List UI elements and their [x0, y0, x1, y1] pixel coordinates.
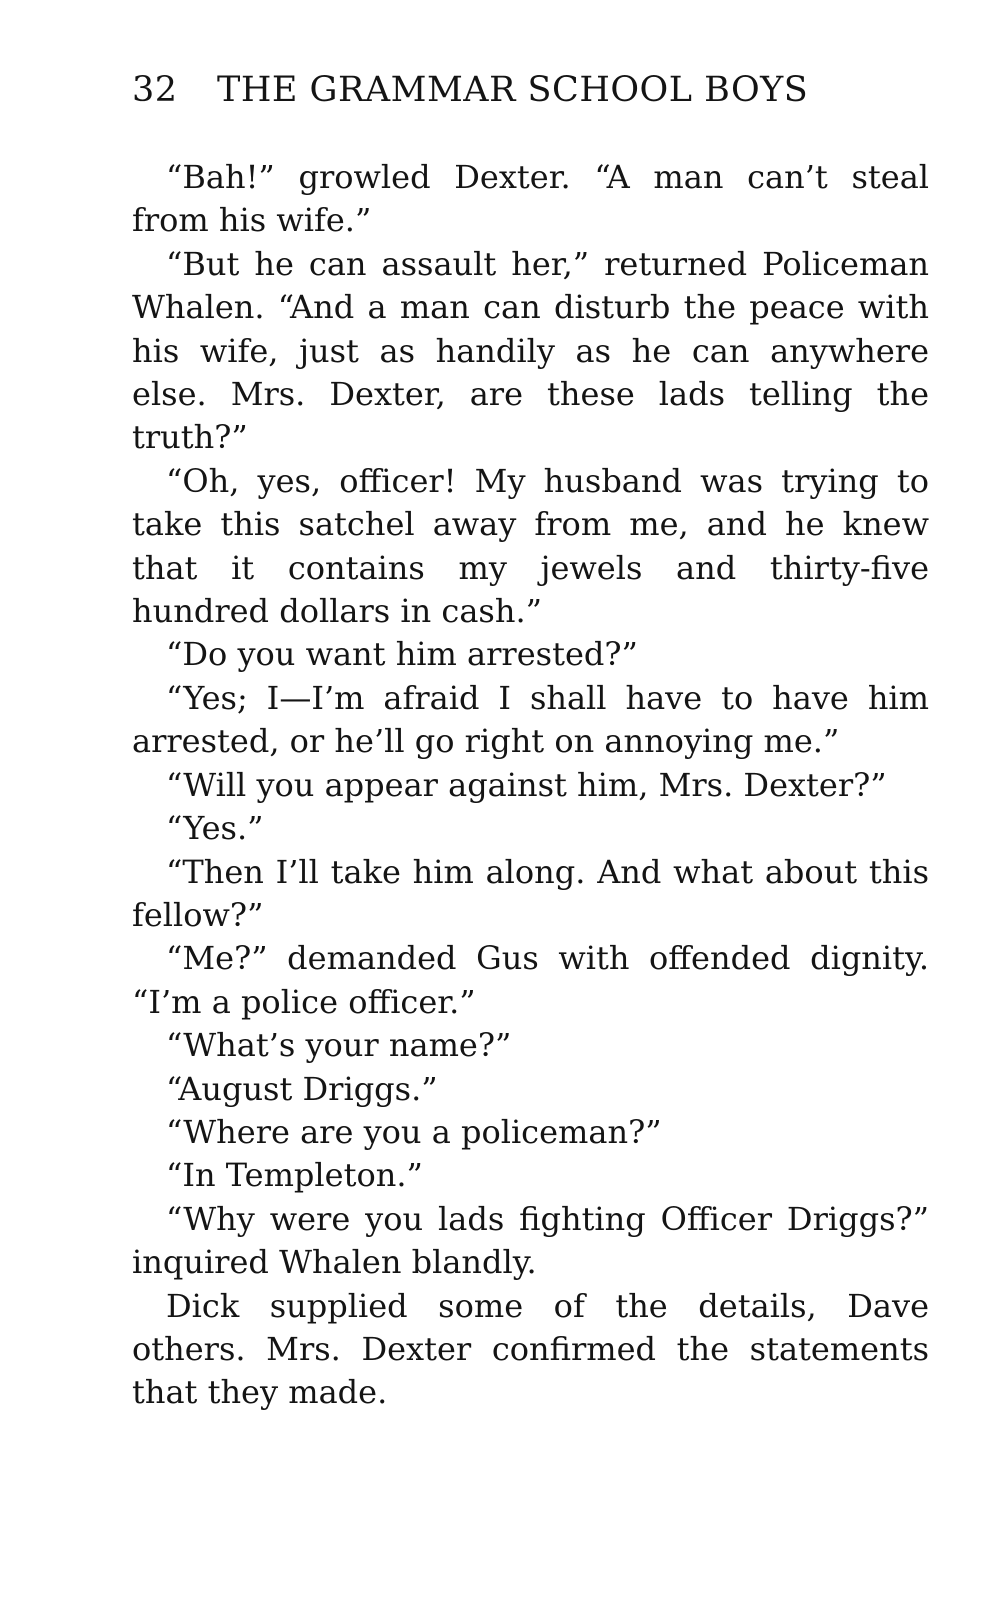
paragraph: “Where are you a policeman?” — [166, 1112, 662, 1151]
paragraph: “Then I’ll take him along. And what about this fellow?” — [132, 852, 929, 934]
paragraph: “Me?” demanded Gus with offended dignity. “I’m a police officer.” — [132, 939, 929, 1021]
book-title: THE GRAMMAR SCHOOL BOYS — [217, 70, 809, 110]
paragraph: Dick supplied some of the details, Dave others. Mrs. Dexter confirmed the statements that they made. — [132, 1286, 929, 1412]
paragraph: “Bah!” growled Dexter. “A man can’t steal from his wife.” — [132, 158, 929, 240]
paragraph: “In Templeton.” — [166, 1156, 423, 1195]
body-text — [132, 156, 929, 1415]
paragraph: “Will you appear against him, Mrs. Dexter?” — [166, 765, 887, 804]
book-page — [132, 68, 929, 1415]
paragraph: “Yes.” — [166, 809, 264, 848]
paragraph: “August Driggs.” — [166, 1069, 438, 1108]
paragraph: “But he can assault her,” returned Policeman Whalen. “And a man can disturb the peace with his wife, just as handily as he can anywhere else. Mrs. Dexter, are these lads telling the truth?” — [132, 244, 929, 457]
paragraph: “Oh, yes, officer! My husband was trying to take this satchel away from me, and he knew that it contains my jewels and thirty-five hundred dollars in cash.” — [132, 461, 929, 631]
paragraph: “Yes; I—I’m afraid I shall have to have him arrested, or he’ll go right on annoying me.” — [132, 678, 929, 761]
paragraph: “Why were you lads fighting Officer Driggs?” inquired Whalen blandly. — [132, 1199, 929, 1282]
running-head — [132, 68, 929, 112]
paragraph: “What’s your name?” — [166, 1026, 512, 1065]
page-number: 32 — [132, 70, 178, 110]
paragraph: “Do you want him arrested?” — [166, 635, 638, 674]
